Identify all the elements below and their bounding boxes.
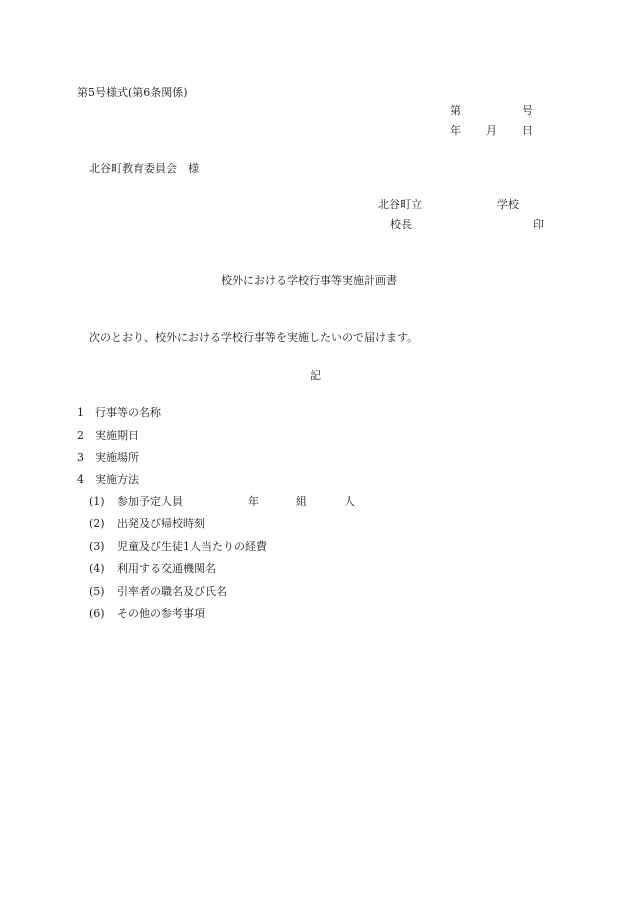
subitem-label: その他の参考事項 bbox=[117, 607, 205, 620]
subitem-number: (1) bbox=[89, 495, 105, 508]
item-number: 3 bbox=[77, 451, 84, 464]
subitem-label: 児童及び生徒1人当たりの経費 bbox=[117, 540, 267, 553]
item-number: 2 bbox=[77, 429, 84, 442]
document-title: 校外における学校行事等実施計画書 bbox=[221, 274, 397, 287]
subitem-label: 参加予定人員 bbox=[117, 495, 183, 508]
subitem-number: (4) bbox=[89, 562, 105, 575]
subitem-number: (6) bbox=[89, 607, 105, 620]
doc-number-prefix: 第 bbox=[450, 104, 461, 117]
sender-school: 学校 bbox=[497, 198, 519, 211]
subitem-number: (3) bbox=[89, 540, 105, 553]
addressee: 北谷町教育委員会 様 bbox=[89, 162, 199, 175]
date-year: 年 bbox=[450, 124, 461, 137]
item-number: 4 bbox=[77, 473, 84, 486]
subitem-label: 引率者の職名及び氏名 bbox=[117, 585, 227, 598]
subitem-label: 出発及び帰校時刻 bbox=[117, 517, 205, 530]
seal-mark: 印 bbox=[533, 218, 544, 231]
participants-class: 組 bbox=[296, 495, 307, 508]
subitem-label: 利用する交通機関名 bbox=[117, 562, 216, 575]
subitem-number: (2) bbox=[89, 517, 105, 530]
body-text: 次のとおり、校外における学校行事等を実施したいので届けます。 bbox=[89, 331, 419, 344]
date-month: 月 bbox=[486, 124, 497, 137]
sender-principal: 校長 bbox=[390, 218, 412, 231]
sender-town: 北谷町立 bbox=[378, 198, 422, 211]
item-label: 実施場所 bbox=[95, 451, 139, 464]
ki-heading: 記 bbox=[310, 369, 321, 382]
date-day: 日 bbox=[522, 124, 533, 137]
item-label: 実施方法 bbox=[95, 473, 139, 486]
item-number: 1 bbox=[77, 406, 84, 419]
form-label: 第5号様式(第6条関係) bbox=[77, 86, 188, 99]
item-label: 実施期日 bbox=[95, 429, 139, 442]
participants-year: 年 bbox=[248, 495, 259, 508]
participants-persons: 人 bbox=[344, 495, 355, 508]
doc-number-suffix: 号 bbox=[522, 104, 533, 117]
subitem-number: (5) bbox=[89, 585, 105, 598]
item-label: 行事等の名称 bbox=[95, 406, 161, 419]
